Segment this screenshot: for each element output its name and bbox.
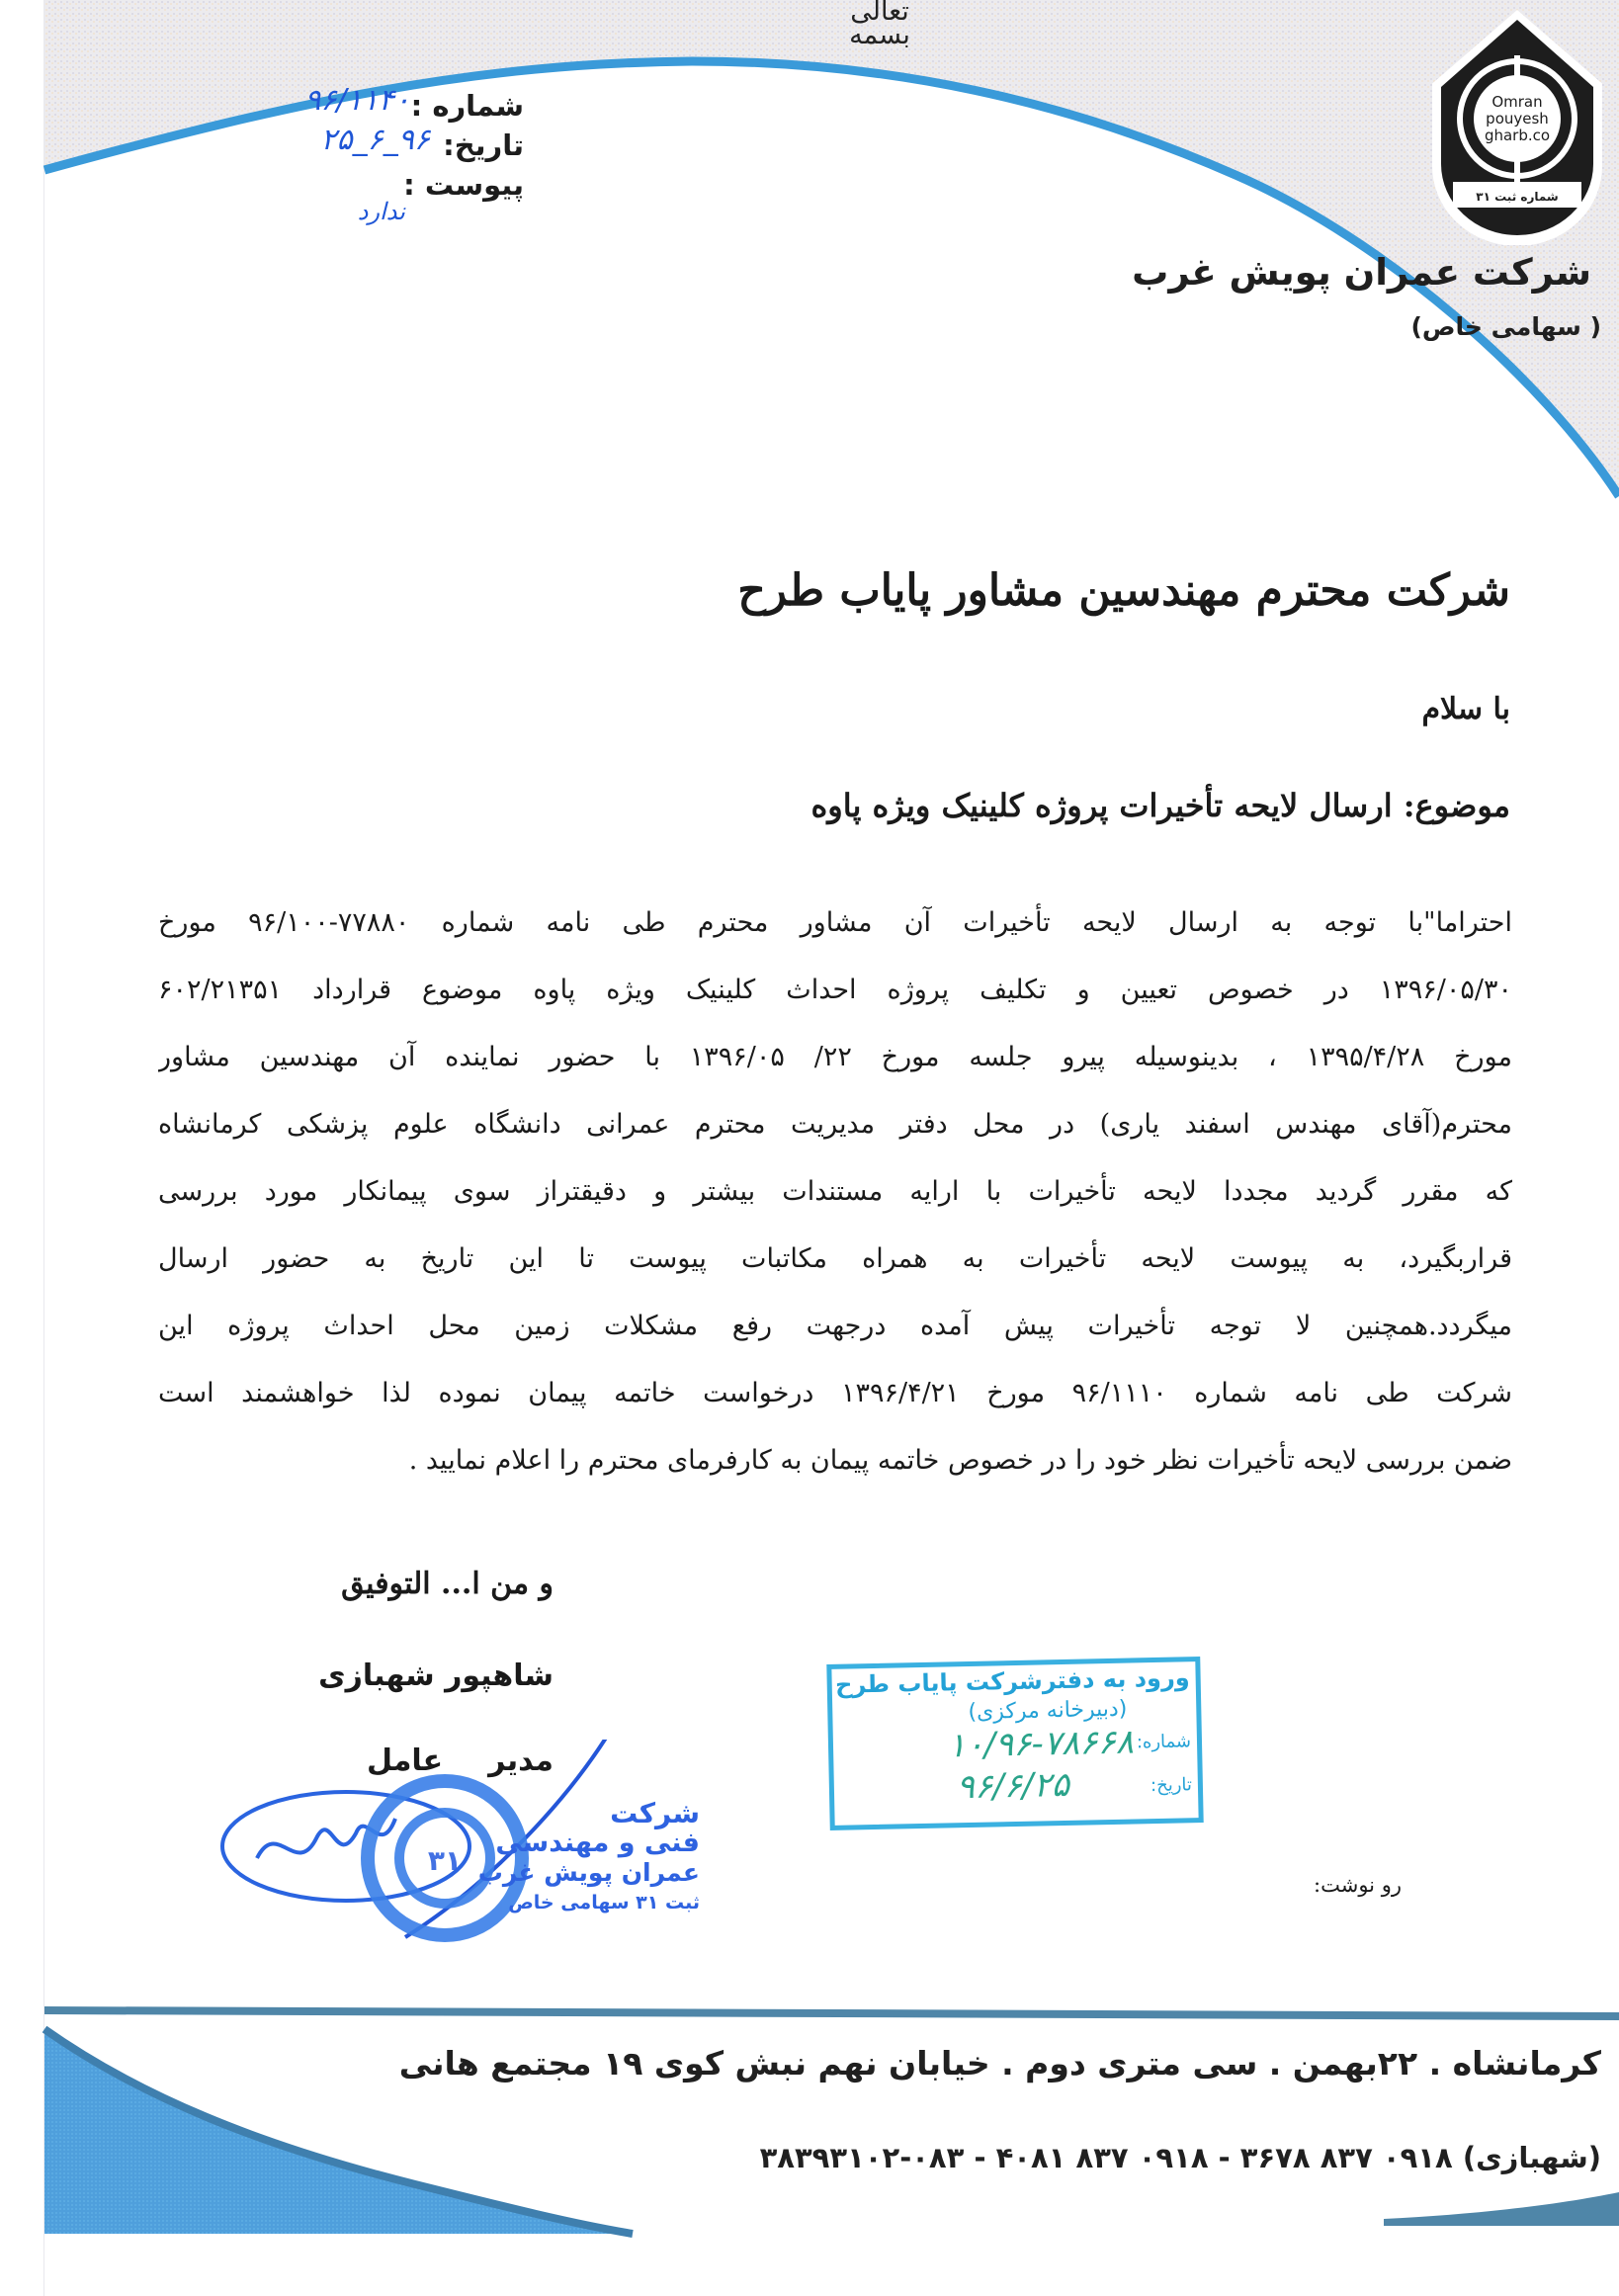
- basmala-bottom: بسمه: [849, 20, 910, 50]
- number-value: ۹۶/۱۱۴۰: [304, 83, 410, 118]
- stamp-line: فنی و مهندسی: [495, 1828, 700, 1858]
- received-stamp-subtitle: (دبیرخانه مرکزی): [968, 1696, 1128, 1725]
- attachment-label: پیوست :: [403, 168, 524, 202]
- received-date-label: تاریخ:: [1150, 1774, 1193, 1797]
- greeting: با سلام: [1421, 692, 1510, 726]
- received-date-value: ۹۶/۶/۲۵: [956, 1764, 1070, 1808]
- stamp-line: شرکت: [610, 1797, 700, 1829]
- company-name: شرکت عمران پویش غرب: [1132, 251, 1591, 294]
- basmala-top: تعالی: [850, 0, 909, 27]
- logo-text-line: Omran: [1491, 93, 1543, 111]
- body-line: شرکت طی نامه شماره ۹۶/۱۱۱۰ مورخ ۱۳۹۶/۴/۲۱ درخواست خاتمه پیمان نموده لذا خواهشمند است: [158, 1378, 1512, 1408]
- footer-right-wave: [1384, 2192, 1619, 2226]
- header-textured-band: [44, 0, 1619, 494]
- subject-text: ارسال لایحه تأخیرات پروژه کلینیک ویژه پاوه: [810, 787, 1393, 824]
- received-number-label: شماره:: [1136, 1731, 1192, 1753]
- letter-meta: [237, 83, 524, 225]
- received-stamp-title: ورود به دفترشرکت پایاب طرح: [834, 1663, 1190, 1699]
- stamp-line: عمران پویش غرب: [477, 1858, 700, 1887]
- body-line: مورخ ۱۳۹۵/۴/۲۸ ، بدینوسیله پیرو جلسه مورخ ۲۲/ ۱۳۹۶/۰۵ با حضور نماینده آن مهندسین مشاور: [158, 1042, 1512, 1072]
- footer-background: [0, 1967, 1619, 2296]
- body-line: محترم(آقای مهندس اسفند یاری) در محل دفتر مدیریت محترم عمرانی دانشگاه علوم پزشکی کرمانشاه: [158, 1109, 1512, 1140]
- signer-title-2: عامل: [367, 1743, 444, 1778]
- received-stamp: [826, 1657, 1203, 1830]
- body-line: قراربگیرد، به پیوست لایحه تأخیرات به همراه مکاتبات پیوست تا این تاریخ به حضور ارسال: [158, 1243, 1512, 1274]
- stamp-line: ثبت ۳۱ سهامی خاص: [508, 1892, 700, 1913]
- body-line: میگردد.همچنین لا توجه تأخیرات پیش آمده درجهت رفع مشکلات زمین محل احداث پروژه این: [158, 1311, 1512, 1341]
- cc-label: رو نوشت:: [1314, 1873, 1402, 1897]
- footer-phones: (شهبازی) ۰۹۱۸ ۸۳۷ ۳۶۷۸ - ۰۹۱۸ ۸۳۷ ۴۰۸۱ - ۰۸۳-۳۸۳۹۳۱۰۲: [759, 2141, 1601, 2174]
- subject-label: موضوع:: [1403, 787, 1510, 824]
- seal-number: ۳۱: [427, 1844, 463, 1877]
- logo-text-line: gharb.co: [1484, 127, 1551, 144]
- body-line: ضمن بررسی لایحه تأخیرات نظر خود را در خصوص خاتمه پیمان به کارفرمای محترم را اعلام نمایید .: [408, 1445, 1512, 1476]
- logo-registration: شماره ثبت ۳۱: [1476, 190, 1559, 204]
- body-line: ۱۳۹۶/۰۵/۳۰ در خصوص تعیین و تکلیف پروژه احداث کلینیک ویژه پاوه موضوع قرارداد ۶۰۲/۲۱۳۵۱: [158, 975, 1512, 1005]
- signer-name: شاهپور شهبازی: [318, 1658, 554, 1693]
- body-line: که مقرر گردید مجددا لایحه تأخیرات با ارایه مستندات بیشتر و دقیقتراز سوی پیمانکار مورد بررسی: [158, 1176, 1512, 1207]
- closing: و من ا... التوفیق: [341, 1567, 554, 1601]
- meta-attachment-row: [237, 168, 524, 225]
- letter-body: [158, 890, 1512, 1494]
- date-label: تاریخ:: [443, 128, 524, 162]
- meta-date-row: [237, 123, 524, 168]
- recipient: شرکت محترم مهندسین مشاور پایاب طرح: [737, 565, 1510, 616]
- footer-top-rule: [44, 2010, 1619, 2016]
- logo-text-line: pouyesh: [1486, 110, 1549, 128]
- basmala: [820, 0, 939, 50]
- company-logo: [1423, 8, 1611, 245]
- body-line: احتراما"با توجه به ارسال لایحه تأخیرات آن مشاور محترم طی نامه شماره ۷۷۸۸۰-۹۶/۱۰۰ مورخ: [158, 907, 1512, 938]
- company-stamp-text: [478, 1799, 700, 1917]
- subject-line: [811, 787, 1510, 824]
- footer-address: کرمانشاه . ۲۲بهمن . سی متری دوم . خیابان نهم نبش کوی ۱۹ مجتمع هانی: [398, 2044, 1601, 2083]
- signer-title-1: مدیر: [488, 1743, 554, 1778]
- number-label: شماره :: [410, 89, 524, 123]
- date-value: ۹۶_۶_۲۵: [320, 123, 430, 157]
- attachment-value: ندارد: [357, 198, 405, 225]
- received-number-value: ۱۰/۹۶-۷۸۶۶۸: [947, 1722, 1135, 1766]
- company-type: ( سهامی خاص): [1410, 312, 1601, 341]
